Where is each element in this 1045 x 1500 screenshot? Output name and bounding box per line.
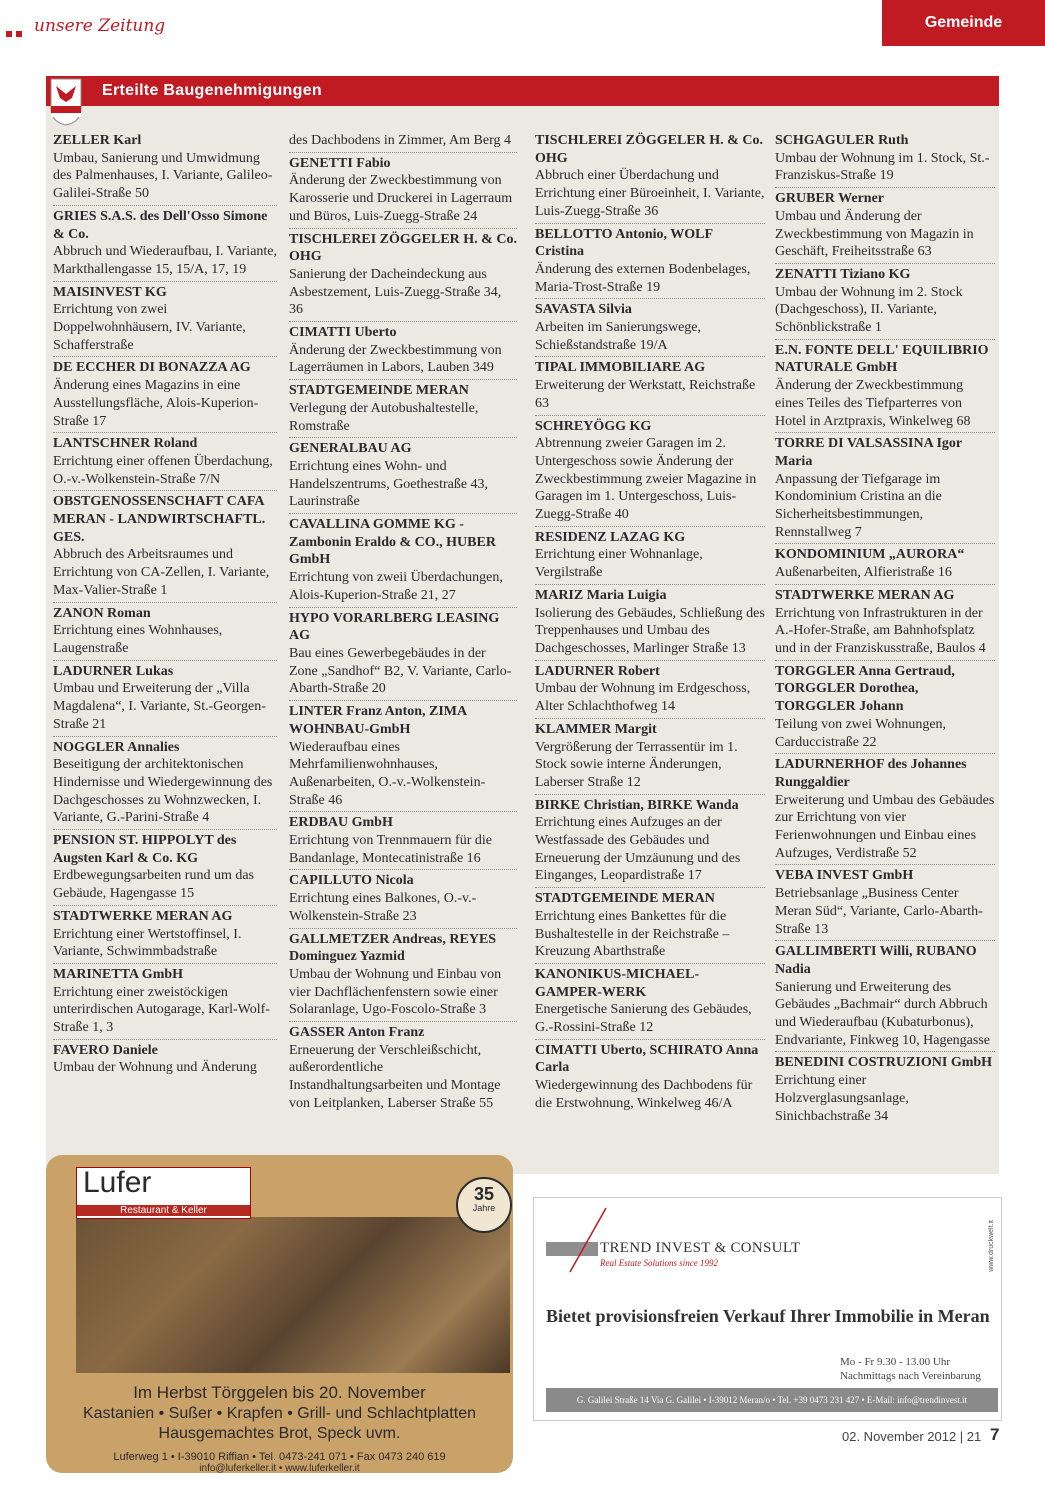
permit-entry — [53, 966, 277, 1040]
permit-entry — [535, 587, 765, 661]
permit-applicant: GRUBER Werner — [775, 191, 885, 207]
permit-description: Errichtung eines Wohnhauses, Laugenstraße — [53, 623, 223, 656]
afternoon-hours: Nachmittags nach Vereinbarung — [840, 1370, 981, 1382]
permit-applicant: VEBA INVEST GmbH — [775, 868, 914, 884]
permit-description: Änderung eines Magazins in eine Ausstellungsfläche, Alois-Kuperion-Straße 17 — [53, 378, 259, 429]
permit-entry — [53, 605, 277, 661]
permit-entry — [535, 359, 765, 415]
permit-applicant: CIMATTI Uberto, SCHIRATO Anna Carla — [535, 1042, 759, 1076]
permit-applicant: E.N. FONTE DELL' EQUILIBRIO NATURALE GmbH — [775, 342, 989, 376]
permit-applicant: GASSER Anton Franz — [289, 1025, 425, 1041]
permit-entry — [289, 516, 517, 608]
permit-applicant: ZANON Roman — [53, 605, 151, 621]
permit-description: Änderung der Zweckbestimmung von Karosserie und Druckerei in Lagerraum und Büros, Luis-Zuegg-Straße 24 — [289, 173, 513, 224]
permit-description: Wiedergewinnung des Dachbodens für die Erstwohnung, Winkelweg 46/A — [535, 1078, 753, 1111]
permit-description: Erweiterung der Werkstatt, Reichstraße 63 — [535, 378, 756, 411]
permit-description: Änderung der Zweckbestimmung eines Teiles des Tiefparterres von Hotel in Arztpraxis, Winkelweg 68 — [775, 378, 971, 429]
permit-entry — [775, 342, 995, 434]
permit-applicant: STADTWERKE MERAN AG — [775, 587, 955, 603]
ad-line-1: Im Herbst Törggelen bis 20. November — [133, 1383, 426, 1402]
permit-applicant: GALLIMBERTI Willi, RUBANO Nadia — [775, 944, 977, 977]
permit-entry — [289, 155, 517, 229]
permit-entry — [775, 435, 995, 544]
permit-description: Umbau der Wohnung im Erdgeschoss, Alter Schlachthofweg 14 — [535, 681, 751, 715]
section-tab[interactable]: Gemeinde — [882, 0, 1045, 46]
permit-applicant: LADURNERHOF des Johannes Runggaldier — [775, 757, 967, 790]
permit-entry — [53, 832, 277, 906]
trend-invest-advertisement[interactable] — [533, 1197, 1002, 1421]
permit-entry — [53, 435, 277, 491]
permit-applicant: KANONIKUS-MICHAEL-GAMPER-WERK — [535, 966, 700, 1000]
permit-applicant: GALLMETZER Andreas, REYES Dominguez Yazmid — [289, 931, 497, 965]
permit-description: Abbruch und Wiederaufbau, I. Variante, Markthallengasse 15, 15/A, 17, 19 — [53, 244, 278, 277]
ad-contact: Luferweg 1 • I-39010 Riffian • Tel. 0473-241 071 • Fax 0473 240 619 — [113, 1451, 446, 1463]
permit-description: Errichtung eines Balkones, O.-v.-Wolkenstein-Straße 23 — [289, 891, 477, 924]
permit-description: des Dachbodens in Zimmer, Am Berg 4 — [289, 133, 511, 148]
permit-description: Teilung von zwei Wohnungen, Carduccistraße 22 — [775, 716, 947, 750]
restaurant-photo — [76, 1217, 510, 1373]
permit-applicant: LADURNER Lukas — [53, 663, 174, 679]
permit-entry — [775, 867, 995, 941]
permit-entry — [289, 610, 517, 702]
permit-description: Umbau der Wohnung im 1. Stock, St.-Franziskus-Straße 19 — [775, 150, 990, 184]
permit-description: Arbeiten im Sanierungswege, Schießstandstraße 19/A — [535, 320, 702, 353]
permit-description: Errichtung einer zweistöckigen unterirdischen Autogarage, Karl-Wolf-Straße 1, 3 — [53, 984, 270, 1036]
permit-description: Umbau, Sanierung und Umwidmung des Palmenhauses, I. Variante, Galileo-Galilei-Straße 50 — [53, 150, 273, 202]
permit-description: Errichtung einer Holzverglasungsanlage, Sinichbachstraße 34 — [775, 1073, 909, 1124]
permit-entry — [53, 132, 277, 206]
printer-credit: www.druckwelt.it — [988, 1220, 995, 1272]
permit-description: Wiederaufbau eines Mehrfamilienwohnhauses, Außenarbeiten, O.-v.-Wolkenstein-Straße 46 — [289, 739, 486, 808]
permit-applicant: CIMATTI Uberto — [289, 325, 397, 341]
lufer-logo-name: Lufer — [83, 1166, 152, 1199]
lufer-logo-subtitle: Restaurant & Keller — [77, 1205, 250, 1216]
permit-applicant: PENSION ST. HIPPOLYT des Augsten Karl & Co. KG — [53, 833, 237, 866]
permit-applicant: SCHREYÖGG KG — [535, 418, 652, 434]
permit-applicant: NOGGLER Annalies — [53, 739, 180, 755]
permit-description: Sanierung der Dacheindeckung aus Asbestzement, Luis-Zuegg-Straße 34, 36 — [289, 266, 502, 318]
permit-entry — [289, 931, 517, 1023]
permit-applicant: FAVERO Daniele — [53, 1042, 158, 1058]
brand-logo: unsere Zeitung — [34, 16, 166, 36]
permits-column-4 — [775, 132, 995, 1129]
permit-applicant: MARINETTA GmbH — [53, 966, 184, 982]
permit-description: Errichtung von zwei Doppelwohnhäusern, IV. Variante, Schafferstraße — [53, 302, 246, 353]
permit-entry — [53, 908, 277, 964]
trend-slogan: Real Estate Solutions since 1992 — [600, 1258, 718, 1268]
permit-applicant: TISCHLEREI ZÖGGELER H. & Co. OHG — [535, 133, 763, 166]
permits-column-2 — [289, 132, 517, 1117]
permit-applicant: ZELLER Karl — [53, 133, 142, 148]
permit-description: Bau eines Gewerbegebäudes in der Zone „Sandhof“ B2, V. Variante, Carlo-Abarth-Straße 20 — [289, 645, 512, 697]
permit-description: Errichtung von Infrastrukturen in der A.-Hofer-Straße, am Bahnhofsplatz und in der Franziskusstraße, Baulos 4 — [775, 605, 986, 656]
permit-entry — [775, 190, 995, 264]
permit-entry — [535, 1042, 765, 1115]
permits-column-3 — [535, 132, 765, 1117]
permit-applicant: RESIDENZ LAZAG KG — [535, 529, 686, 545]
permit-description: Umbau der Wohnung und Änderung — [53, 1060, 257, 1076]
permit-applicant: TISCHLEREI ZÖGGELER H. & Co. OHG — [289, 231, 517, 265]
permit-description: Errichtung eines Wohn- und Handelszentrums, Goethestraße 43, Laurinstraße — [289, 458, 489, 510]
permit-entry — [535, 132, 765, 224]
anniversary-badge — [456, 1177, 512, 1233]
permit-entry — [53, 493, 277, 602]
permit-applicant: DE ECCHER DI BONAZZA AG — [53, 360, 251, 376]
permit-entry — [775, 1054, 995, 1127]
permit-description: Beseitigung der architektonischen Hindernisse und Wiedergewinnung des Dachgeschosses zu Wohnzwecken, I. Variante, G.-Parini-Straße 4 — [53, 757, 273, 826]
permit-entry — [289, 132, 517, 153]
permit-applicant: STADTGEMEINDE MERAN — [289, 383, 469, 399]
permit-entry — [535, 966, 765, 1040]
permit-applicant: LINTER Franz Anton, ZIMA WOHNBAU-GmbH — [289, 704, 467, 737]
permit-description: Errichtung von zweii Überdachungen, Alois-Kuperion-Straße 21, 27 — [289, 570, 503, 603]
permit-applicant: STADTGEMEINDE MERAN — [535, 891, 715, 907]
permit-entry — [535, 663, 765, 719]
permit-description: Abtrennung zweier Garagen im 2. Untergeschoss sowie Änderung der Zweckbestimmung zweier Magazine in Garagen im 1. Untergeschoss, Luis-Zuegg-Straße 40 — [535, 436, 757, 523]
permit-applicant: HYPO VORARLBERG LEASING AG — [289, 610, 500, 644]
permit-applicant: LADURNER Robert — [535, 663, 660, 679]
permit-applicant: ZENATTI Tiziano KG — [775, 266, 911, 282]
permit-description: Änderung der Zweckbestimmung von Lagerräumen in Labors, Lauben 349 — [289, 342, 502, 376]
permit-entry — [53, 663, 277, 737]
permit-applicant: BELLOTTO Antonio, WOLF Cristina — [535, 226, 713, 260]
permit-description: Erdbewegungsarbeiten rund um das Gebäude, Hagengasse 15 — [53, 868, 254, 902]
header-marks — [6, 24, 26, 42]
permit-entry — [775, 663, 995, 755]
permit-description: Errichtung einer Wohnanlage, Vergilstraße — [535, 547, 703, 581]
permit-applicant: MAISINVEST KG — [53, 284, 167, 300]
permit-description: Erweiterung und Umbau des Gebäudes zur Errichtung von vier Ferienwohnungen und Einbau eines Aufzuges, Verdistraße 52 — [775, 792, 995, 861]
ad-line-3: Hausgemachtes Brot, Speck uvm. — [158, 1425, 401, 1442]
permit-applicant: LANTSCHNER Roland — [53, 436, 198, 452]
permit-entry — [289, 1024, 517, 1115]
permit-applicant: STADTWERKE MERAN AG — [53, 908, 233, 924]
permit-entry — [53, 1042, 277, 1079]
ad-line-2: Kastanien • Sußer • Krapfen • Grill- und Schlachtplatten — [82, 1405, 476, 1422]
permit-entry — [535, 797, 765, 889]
permit-applicant: TIPAL IMMOBILIARE AG — [535, 360, 706, 376]
permit-applicant: MARIZ Maria Luigia — [535, 587, 667, 603]
permit-description: Errichtung eines Aufzuges an der Westfassade des Gebäudes und Erneuerung der Umzäunung und des Einganges, Leopardistraße 17 — [535, 815, 741, 884]
permit-description: Abbruch des Arbeitsraumes und Errichtung von CA-Zellen, I. Variante, Max-Valier-Straße 1 — [53, 547, 270, 598]
section-title: Erteilte Baugenehmigungen — [102, 82, 322, 99]
permit-description: Errichtung eines Bankettes für die Bushaltestelle in der Reichstraße – Kreuzung Abarthstraße — [535, 908, 730, 960]
permit-entry — [535, 418, 765, 527]
permit-entry — [775, 132, 995, 188]
permits-column-1 — [53, 132, 277, 1081]
permit-entry — [289, 872, 517, 928]
permit-entry — [775, 943, 995, 1052]
permit-description: Errichtung einer Wertstoffinsel, I. Variante, Schwimmbadstraße — [53, 926, 242, 960]
permit-applicant: TORGGLER Anna Gertraud, TORGGLER Dorothea, TORGGLER Johann — [775, 663, 955, 715]
permit-applicant: BENEDINI COSTRUZIONI GmbH — [775, 1055, 993, 1071]
permit-applicant: OBSTGENOSSENSCHAFT CAFA MERAN - LANDWIRTSCHAFTL. GES. — [53, 494, 266, 545]
permit-entry — [289, 382, 517, 438]
permit-description: Betriebsanlage „Business Center Meran Süd“, Variante, Carlo-Abarth-Straße 13 — [775, 886, 983, 937]
coat-of-arms-icon — [50, 78, 82, 126]
trend-contact-bar: G. Galilei Straße 14 Via G. Galilei • I-39012 Meran/o • Tel. +39 0473 231 427 • E-Mail: info@trendinvest.it — [546, 1388, 998, 1412]
permit-entry — [535, 226, 765, 300]
permit-entry — [53, 359, 277, 433]
issue-date: 02. November 2012 | 21 — [842, 1429, 982, 1444]
permit-description: Umbau und Erweiterung der „Villa Magdalena“, I. Variante, St.-Georgen-Straße 21 — [53, 681, 266, 732]
permit-entry — [535, 890, 765, 964]
permit-entry — [289, 703, 517, 812]
permit-entry — [535, 301, 765, 357]
permit-applicant: GENERALBAU AG — [289, 441, 412, 457]
permit-entry — [289, 324, 517, 380]
anniversary-number: 35 — [473, 1184, 495, 1204]
permit-entry — [535, 721, 765, 795]
permit-description: Änderung des externen Bodenbelages, Maria-Trost-Straße 19 — [535, 261, 751, 295]
permit-applicant: SCHGAGULER Ruth — [775, 133, 909, 148]
permit-description: Erneuerung der Verschleißschicht, außerordentliche Instandhaltungsarbeiten und Montage von Leitplanken, Laberser Straße 55 — [289, 1042, 501, 1111]
permit-applicant: TORRE DI VALSASSINA Igor Maria — [775, 436, 962, 469]
permit-description: Isolierung des Gebäudes, Schließung des Treppenhauses und Umbau des Dachgeschosses, Marlinger Straße 13 — [535, 605, 765, 656]
permit-applicant: GENETTI Fabio — [289, 155, 391, 171]
permit-applicant: ERDBAU GmbH — [289, 815, 393, 831]
permit-entry — [289, 231, 517, 323]
permit-description: Energetische Sanierung des Gebäudes, G.-Rossini-Straße 12 — [535, 1002, 752, 1036]
lufer-advertisement[interactable] — [46, 1155, 513, 1473]
permit-description: Anpassung der Tiefgarage im Kondominium Cristina an die Sicherheitsbestimmungen, Rennstallweg 7 — [775, 471, 942, 540]
lufer-logo — [76, 1167, 251, 1219]
permit-applicant: CAVALLINA GOMME KG - Zambonin Eraldo & CO., HUBER GmbH — [289, 517, 496, 568]
permit-description: Sanierung und Erweiterung des Gebäudes „Bachmair“ durch Abbruch und Wiederaufbau (Kubaturbonus), Endvariante, Finkweg 10, Hagengasse — [775, 979, 990, 1048]
permit-description: Umbau und Änderung der Zweckbestimmung von Magazin in Geschäft, Freiheitsstraße 63 — [775, 208, 974, 260]
permit-description: Vergrößerung der Terrassentür im 1. Stock sowie interne Änderungen, Laberser Straße 12 — [535, 739, 738, 790]
permit-applicant: KONDOMINIUM „AURORA“ — [775, 547, 965, 563]
permit-entry — [775, 546, 995, 584]
trend-headline: Bietet provisionsfreien Verkauf Ihrer Immobilie in Meran — [546, 1306, 990, 1326]
permit-description: Abbruch einer Überdachung und Errichtung einer Büroeinheit, I. Variante, Luis-Zuegg-Straße 36 — [535, 168, 765, 219]
permit-applicant: KLAMMER Margit — [535, 721, 657, 737]
permit-entry — [53, 284, 277, 358]
permit-entry — [535, 529, 765, 585]
permit-entry — [53, 208, 277, 282]
permit-applicant: BIRKE Christian, BIRKE Wanda — [535, 797, 739, 813]
permit-description: Umbau der Wohnung im 2. Stock (Dachgeschoss), II. Variante, Schönblickstraße 1 — [775, 284, 963, 336]
ad-web[interactable]: info@luferkeller.it • www.luferkeller.it — [199, 1463, 360, 1473]
permit-description: Errichtung von Trennmauern für die Bandanlage, Montecatinistraße 16 — [289, 833, 492, 866]
permit-entry — [775, 587, 995, 661]
permit-description: Errichtung einer offenen Überdachung, O.-v.-Wolkenstein-Straße 7/N — [53, 453, 273, 487]
permit-entry — [775, 756, 995, 865]
permit-entry — [289, 814, 517, 870]
trend-company-name: TREND INVEST & CONSULT — [600, 1240, 801, 1256]
permit-description: Verlegung der Autobushaltestelle, Romstraße — [289, 400, 479, 434]
opening-hours: Mo - Fr 9.30 - 13.00 Uhr — [840, 1356, 950, 1368]
permit-applicant: CAPILLUTO Nicola — [289, 873, 414, 889]
permit-description: Außenarbeiten, Alfieristraße 16 — [775, 565, 952, 581]
permit-entry — [775, 266, 995, 340]
permit-description: Umbau der Wohnung und Einbau von vier Dachflächenfenstern sowie einer Solaranlage, Ugo-Foscolo-Straße 3 — [289, 966, 502, 1018]
permit-applicant: GRIES S.A.S. des Dell'Osso Simone & Co. — [53, 208, 268, 242]
page-number: 7 — [990, 1425, 1000, 1444]
permit-entry — [53, 739, 277, 831]
permit-entry — [289, 440, 517, 514]
anniversary-label: Jahre — [472, 1203, 496, 1213]
permit-applicant: SAVASTA Silvia — [535, 302, 632, 318]
